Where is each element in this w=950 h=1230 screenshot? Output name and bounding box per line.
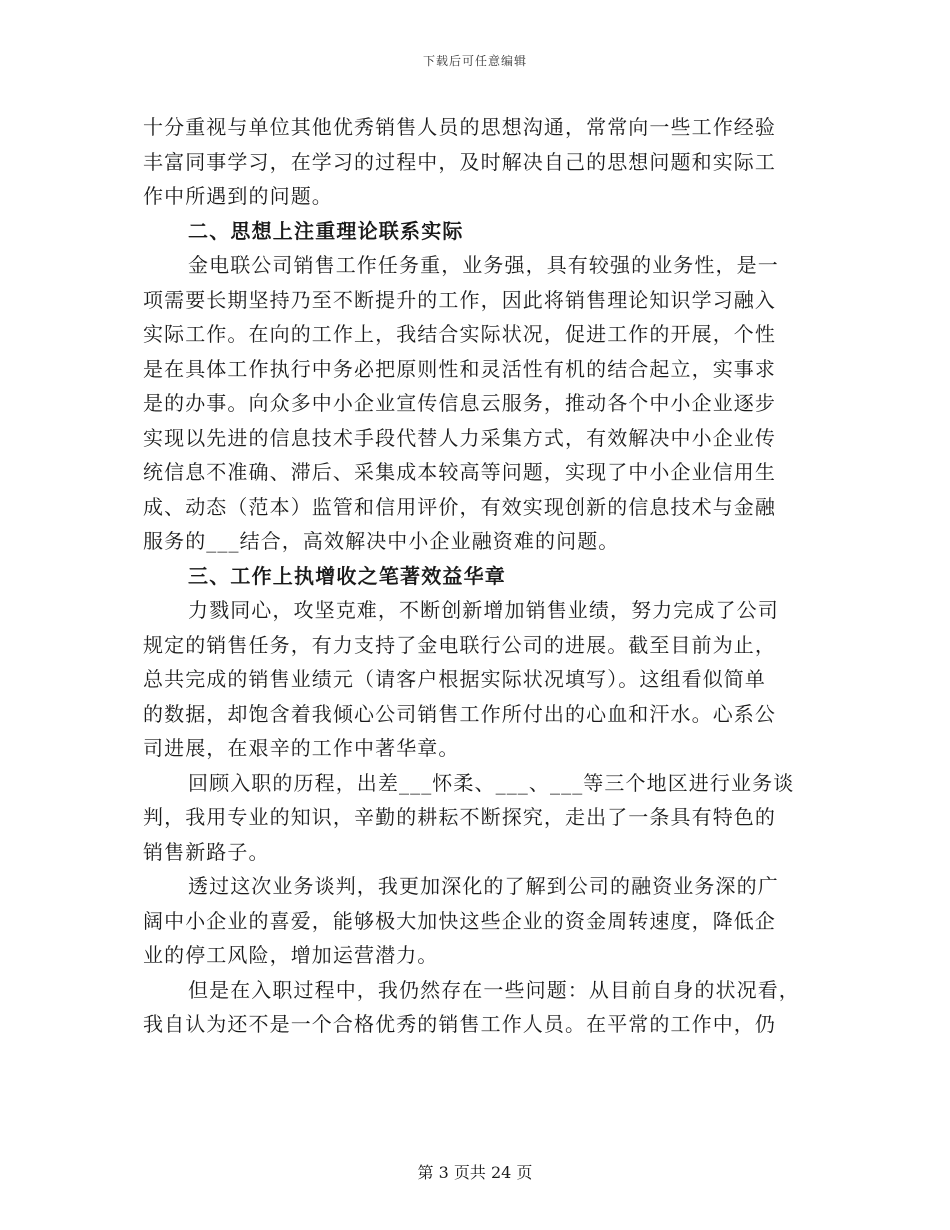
text-line: 规定的销售任务，有力支持了金电联行公司的进展。截至目前为止， xyxy=(143,632,776,657)
text-line: 是在具体工作执行中务必把原则性和灵活性有机的结合起立，实事求 xyxy=(143,356,776,381)
text-line: 回顾入职的历程，出差___怀柔、___、___等三个地区进行业务谈 xyxy=(188,770,795,795)
text-line: 总共完成的销售业绩元（请客户根据实际状况填写）。这组看似简单 xyxy=(143,667,766,691)
text-line: 透过这次业务谈判，我更加深化的了解到公司的融资业务深的广 xyxy=(188,874,779,898)
page-header: 下载后可任意编辑 xyxy=(422,54,527,68)
text-line: 服务的___结合，高效解决中小企业融资难的问题。 xyxy=(143,529,620,553)
text-line: 成、动态（范本）监管和信用评价，有效实现创新的信息技术与金融 xyxy=(143,494,776,519)
document-body xyxy=(143,110,809,1042)
text-line: 统信息不准确、滞后、采集成本较高等问题，实现了中小企业信用生 xyxy=(143,460,776,484)
section-heading: 三、工作上执增收之笔著效益华章 xyxy=(188,563,506,588)
page-footer: 第 3 页共 24 页 xyxy=(417,1163,533,1182)
text-line: 是的办事。向众多中小企业宣传信息云服务，推动各个中小企业逐步 xyxy=(143,391,776,415)
text-line: 作中所遇到的问题。 xyxy=(143,184,333,208)
paragraph xyxy=(143,869,809,973)
text-line: 实际工作。在向的工作上，我结合实际状况，促进工作的开展，个性 xyxy=(143,322,776,346)
text-line: 我自认为还不是一个合格优秀的销售工作人员。在平常的工作中，仍 xyxy=(143,1012,776,1036)
text-line: 金电联公司销售工作任务重，业务强，具有较强的业务性，是一 xyxy=(188,253,779,277)
paragraph xyxy=(143,766,809,870)
paragraph xyxy=(143,593,809,766)
text-line: 判，我用专业的知识，辛勤的耕耘不断探究，走出了一条具有特色的 xyxy=(143,805,776,829)
text-line: 十分重视与单位其他优秀销售人员的思想沟通，常常向一些工作经验 xyxy=(143,115,776,139)
paragraph xyxy=(143,110,809,214)
text-line: 销售新路子。 xyxy=(143,839,270,864)
text-line: 的数据，却饱含着我倾心公司销售工作所付出的心血和汗水。心系公 xyxy=(143,701,776,726)
paragraph xyxy=(143,973,809,1042)
text-line: 业的停工风险，增加运营潜力。 xyxy=(143,943,439,967)
text-line: 但是在入职过程中，我仍然存在一些问题：从目前自身的状况看， xyxy=(188,977,800,1002)
text-line: 阔中小企业的喜爱，能够极大加快这些企业的资金周转速度，降低企 xyxy=(143,908,776,933)
text-line: 力戮同心，攻坚克难，不断创新增加销售业绩，努力完成了公司 xyxy=(188,598,779,622)
text-line: 司进展，在艰辛的工作中著华章。 xyxy=(143,736,460,760)
section-heading: 二、思想上注重理论联系实际 xyxy=(188,218,464,243)
text-line: 丰富同事学习，在学习的过程中，及时解决自己的思想问题和实际工 xyxy=(143,149,776,174)
text-line: 实现以先进的信息技术手段代替人力采集方式，有效解决中小企业传 xyxy=(143,425,776,450)
paragraph xyxy=(143,248,809,559)
text-line: 项需要长期坚持乃至不断提升的工作，因此将销售理论知识学习融入 xyxy=(143,287,776,312)
